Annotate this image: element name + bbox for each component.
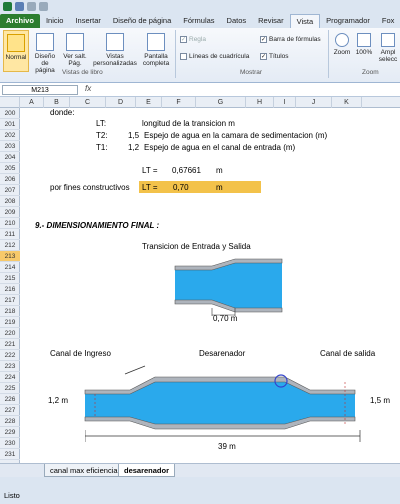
lt-final-unit: m	[216, 183, 223, 192]
status-bar	[0, 477, 400, 504]
group-label-zoom: Zoom	[362, 69, 379, 76]
column-header[interactable]: H	[246, 97, 274, 108]
row-header[interactable]: 212	[0, 240, 20, 251]
row-header[interactable]: 207	[0, 185, 20, 196]
transition-length-dim: 0,70 m	[213, 314, 238, 323]
row-header[interactable]: 222	[0, 350, 20, 361]
row-header[interactable]: 216	[0, 284, 20, 295]
sheet-tab-desarenador[interactable]: desarenador	[118, 464, 175, 477]
left-depth-dim: 1,2 m	[48, 396, 69, 405]
custom-views-button[interactable]: Vistas personalizadas	[92, 30, 138, 72]
column-header[interactable]: G	[196, 97, 246, 108]
column-header[interactable]: A	[20, 97, 44, 108]
column-header[interactable]: E	[136, 97, 162, 108]
tab-formulas[interactable]: Fórmulas	[183, 16, 215, 25]
row-header[interactable]: 227	[0, 405, 20, 416]
redo-icon[interactable]	[39, 2, 48, 11]
undo-icon[interactable]	[27, 2, 36, 11]
row-header[interactable]: 200	[0, 108, 20, 119]
row-header[interactable]: 205	[0, 163, 20, 174]
canal-salida-label: Canal de salida	[320, 349, 376, 358]
gridlines-checkbox[interactable]: Líneas de cuadrícula	[180, 53, 249, 60]
length-dimension-line	[85, 430, 365, 442]
total-length-dim: 39 m	[218, 442, 236, 451]
section-title: 9.- DIMENSIONAMIENTO FINAL :	[35, 221, 160, 230]
transition-title: Transicion de Entrada y Salida	[142, 242, 251, 251]
row-header[interactable]: 203	[0, 141, 20, 152]
row-header[interactable]: 224	[0, 372, 20, 383]
column-header[interactable]: I	[274, 97, 296, 108]
row-header[interactable]: 204	[0, 152, 20, 163]
zoom-100-icon	[357, 33, 371, 47]
row-header[interactable]: 215	[0, 273, 20, 284]
lt-description: longitud de la transicion m	[142, 119, 235, 128]
save-icon[interactable]	[15, 2, 24, 11]
right-depth-dim: 1,5 m	[370, 396, 391, 405]
row-header[interactable]: 225	[0, 383, 20, 394]
row-header[interactable]: 223	[0, 361, 20, 372]
full-screen-button[interactable]: Pantalla completa	[140, 30, 172, 72]
quick-access-toolbar	[0, 0, 400, 13]
lt-unit: m	[216, 166, 223, 175]
page-break-icon	[66, 33, 84, 51]
row-header[interactable]: 220	[0, 328, 20, 339]
row-header[interactable]: 206	[0, 174, 20, 185]
row-header[interactable]: 210	[0, 218, 20, 229]
row-header[interactable]: 217	[0, 295, 20, 306]
ribbon-separator	[328, 30, 329, 78]
sheet-tabs-bar	[0, 463, 400, 477]
row-header[interactable]: 209	[0, 207, 20, 218]
tab-datos[interactable]: Datos	[226, 16, 247, 25]
row-headers	[0, 108, 20, 463]
column-header[interactable]: D	[106, 97, 136, 108]
sheet-tab-canal-max-eficiencia[interactable]: canal max eficiencia	[44, 464, 124, 477]
row-header[interactable]: 211	[0, 229, 20, 240]
lt-label: LT:	[96, 119, 107, 128]
row-header[interactable]: 213	[0, 251, 20, 262]
page-layout-view-button[interactable]: Diseño de página	[31, 30, 59, 72]
zoom-100-button[interactable]: 100%	[354, 30, 374, 66]
select-all-corner[interactable]	[0, 97, 20, 108]
row-header[interactable]: 226	[0, 394, 20, 405]
fines-constructivos-label: por fines constructivos	[50, 183, 130, 192]
lt-final-value: 0,70	[173, 183, 189, 192]
tab-programador[interactable]: Programador	[326, 16, 370, 25]
tab-revisar[interactable]: Revisar	[258, 16, 284, 25]
tab-fox[interactable]: Fox	[381, 16, 395, 25]
transition-diagram	[170, 258, 290, 318]
row-header[interactable]: 208	[0, 196, 20, 207]
zoom-selection-icon	[381, 33, 395, 47]
normal-view-button[interactable]: Normal	[3, 30, 29, 72]
headings-checkbox[interactable]: ✓ Títulos	[261, 53, 289, 60]
tab-archivo[interactable]: Archivo	[0, 14, 40, 28]
column-header[interactable]: J	[296, 97, 332, 108]
lt-computed-value: 0,67661	[172, 166, 201, 175]
custom-views-icon	[106, 33, 124, 51]
row-header[interactable]: 231	[0, 449, 20, 460]
t2-label: T2:	[96, 131, 108, 140]
tab-vista[interactable]: Vista	[290, 14, 321, 28]
page-break-view-button[interactable]: Ver salt. Pág.	[61, 30, 89, 72]
row-header[interactable]: 202	[0, 130, 20, 141]
t1-value: 1,2	[128, 143, 140, 152]
row-header[interactable]: 230	[0, 438, 20, 449]
row-header[interactable]: 229	[0, 427, 20, 438]
t2-description: Espejo de agua en la camara de sedimentacion (m)	[144, 131, 328, 140]
t1-label: T1:	[96, 143, 108, 152]
magnifier-icon	[335, 33, 349, 47]
page-layout-icon	[36, 33, 54, 51]
status-text: Listo	[4, 491, 20, 500]
column-header[interactable]: K	[332, 97, 362, 108]
t2-value: 1,5	[128, 131, 140, 140]
lt-final-label: LT =	[142, 183, 158, 192]
row-header[interactable]: 218	[0, 306, 20, 317]
ribbon	[0, 28, 400, 83]
tab-inicio[interactable]: Inicio	[45, 16, 64, 25]
column-header[interactable]: B	[44, 97, 70, 108]
column-header[interactable]: C	[70, 97, 106, 108]
excel-logo-icon	[3, 2, 12, 11]
canal-ingreso-label: Canal de Ingreso	[50, 349, 111, 358]
group-label-workbook-views: Vistas de libro	[62, 69, 103, 76]
lt-equals-label: LT =	[142, 166, 158, 175]
row-header[interactable]: 214	[0, 262, 20, 273]
donde-label: donde:	[50, 108, 75, 117]
row-header[interactable]: 228	[0, 416, 20, 427]
zoom-selection-button[interactable]: Ampl selecc	[376, 30, 400, 66]
column-header[interactable]: F	[162, 97, 196, 108]
name-box[interactable]: M213	[2, 85, 78, 95]
group-label-show: Mostrar	[240, 69, 263, 76]
row-header[interactable]: 221	[0, 339, 20, 350]
ruler-checkbox[interactable]: ✓ Regla	[181, 36, 206, 43]
formula-bar-checkbox[interactable]: ✓ Barra de fórmulas	[261, 36, 321, 43]
formula-bar	[0, 83, 400, 97]
tab-insertar[interactable]: Insertar	[75, 16, 101, 25]
ribbon-tabs	[0, 13, 400, 28]
row-header[interactable]: 201	[0, 119, 20, 130]
row-header[interactable]: 219	[0, 317, 20, 328]
t1-description: Espejo de agua en el canal de entrada (m)	[144, 143, 296, 152]
worksheet-grid[interactable]	[20, 108, 400, 463]
column-headers	[0, 97, 400, 108]
normal-view-icon	[7, 34, 25, 52]
ribbon-separator	[175, 30, 176, 78]
fx-icon[interactable]: fx	[85, 84, 92, 93]
desarenador-label: Desarenador	[199, 349, 246, 358]
tab-diseno-pagina[interactable]: Diseño de página	[112, 16, 172, 25]
zoom-button[interactable]: Zoom	[332, 30, 352, 66]
full-screen-icon	[147, 33, 165, 51]
